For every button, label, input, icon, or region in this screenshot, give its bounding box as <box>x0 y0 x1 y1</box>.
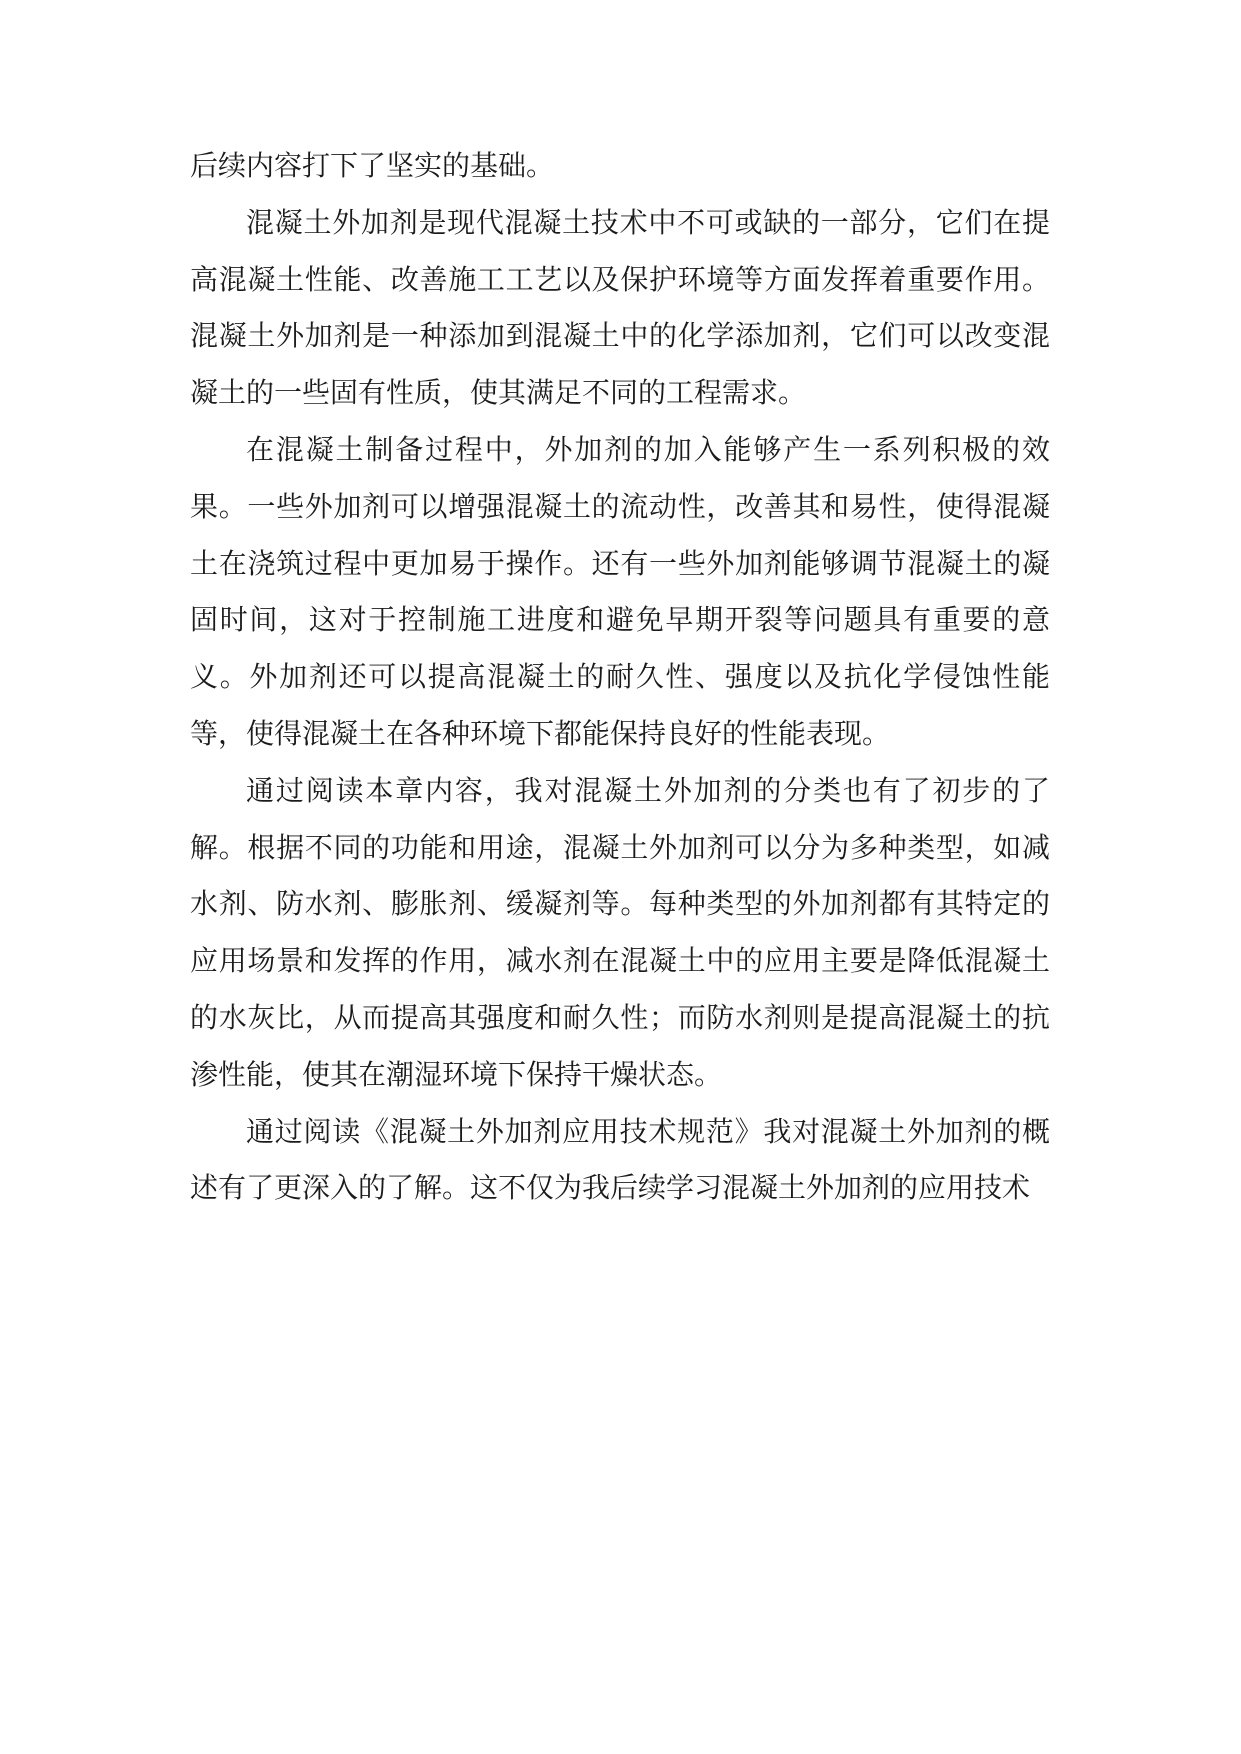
paragraph-admixture-classification: 通过阅读本章内容，我对混凝土外加剂的分类也有了初步的了解。根据不同的功能和用途，混凝土外加剂可以分为多种类型，如减水剂、防水剂、膨胀剂、缓凝剂等。每种类型的外加剂都有其特定的应用场景和发挥的作用，减水剂在混凝土中的应用主要是降低混凝土的水灰比，从而提高其强度和耐久性；而防水剂则是提高混凝土的抗渗性能，使其在潮湿环境下保持干燥状态。 <box>190 773 1050 1091</box>
paragraph-admixture-effects: 在混凝土制备过程中，外加剂的加入能够产生一系列积极的效果。一些外加剂可以增强混凝土的流动性，改善其和易性，使得混凝土在浇筑过程中更加易于操作。还有一些外加剂能够调节混凝土的凝固时间，这对于控制施工进度和避免早期开裂等问题具有重要的意义。外加剂还可以提高混凝土的耐久性、强度以及抗化学侵蚀性能等，使得混凝土在各种环境下都能保持良好的性能表现。 <box>190 432 1050 750</box>
paragraph-admixture-overview: 混凝土外加剂是现代混凝土技术中不可或缺的一部分，它们在提高混凝土性能、改善施工工艺以及保护环境等方面发挥着重要作用。混凝土外加剂是一种添加到混凝土中的化学添加剂，它们可以改变混凝土的一些固有性质，使其满足不同的工程需求。 <box>190 205 1050 410</box>
paragraph-reading-summary: 通过阅读《混凝土外加剂应用技术规范》我对混凝土外加剂的概述有了更深入的了解。这不仅为我后续学习混凝土外加剂的应用技术 <box>190 1114 1050 1205</box>
document-body <box>190 138 1050 1217</box>
paragraph-continuation: 后续内容打下了坚实的基础。 <box>190 149 555 182</box>
